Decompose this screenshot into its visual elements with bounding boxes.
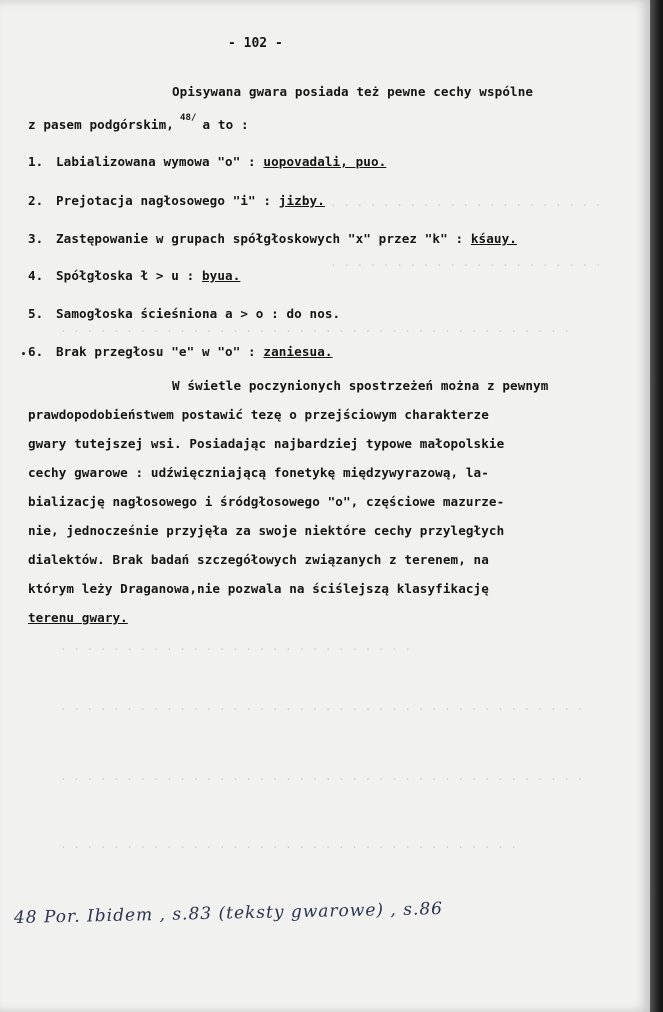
feature-example: uopovadali, puo. [263,154,387,169]
bleed-through-text: . . . . . . . . . . . . . . . . . . . . . [330,196,602,209]
feature-description: Samogłoska ścieśniona a > o : [56,306,279,321]
feature-item [28,154,386,169]
paragraph-line: prawdopodobieństwem postawić tezę o przejściowym charakterze [28,407,489,422]
feature-example: do nos. [286,306,341,321]
paragraph-line: cechy gwarowe : udźwięczniającą fonetykę międzywyrazową, la- [28,465,489,480]
paragraph-line: którym leży Draganowa,nie pozwala na ściślejszą klasyfikację [28,581,489,596]
scan-edge [650,0,663,1012]
feature-number: 2. [28,193,44,208]
feature-description: Zastępowanie w grupach spółgłoskowych "x" przez "k" : [56,231,464,246]
bleed-through-text: . . . . . . . . . . . . . . . . . . . . . . . . . . . . . . . . . . . . . . . . [60,770,584,783]
paragraph-line: dialektów. Brak badań szczegółowych związanych z terenem, na [28,552,489,567]
feature-item [28,193,325,208]
feature-number: 3. [28,231,44,246]
bleed-through-text: . . . . . . . . . . . . . . . . . . . . . . . . . . . [60,640,411,653]
feature-item [28,268,240,283]
feature-item [28,306,340,321]
intro-line-1: Opisywana gwara posiada też pewne cechy wspólne [172,84,534,99]
intro-line-2-text: z pasem podgórskim, [28,117,174,132]
feature-number: 6. [28,344,44,359]
feature-description: Prejotacja nagłosowego "i" : [56,193,272,208]
handwritten-footnote: 48 Por. Ibidem , s.83 (teksty gwarowe) , s.86 [13,899,444,928]
feature-number: 5. [28,306,44,321]
feature-example: byua. [201,268,241,283]
paragraph-line: nie, jednocześnie przyjęła za swoje niektóre cechy przyległych [28,523,505,538]
feature-number: 1. [28,154,44,169]
feature-number: 4. [28,268,44,283]
footnote-reference: 48/ [179,113,197,123]
feature-item [28,231,517,246]
intro-line-2 [28,113,249,132]
bleed-through-text: . . . . . . . . . . . . . . . . . . . . . [330,256,602,269]
paragraph-line: bializację nagłosowego i śródgłosowego "o", częściowe mazurze- [28,494,505,509]
margin-mark [22,352,25,355]
page-number: - 102 - [228,36,283,51]
paragraph-line: terenu gwary. [28,610,128,625]
bleed-through-text: . . . . . . . . . . . . . . . . . . . . . . . . . . . . . . . . . . . . . . . . [60,700,584,713]
feature-description: Brak przegłosu "e" w "o" : [56,344,256,359]
paragraph-line: W świetle poczynionych spostrzeżeń można z pewnym [172,378,549,393]
paragraph-line: gwary tutejszej wsi. Posiadając najbardziej typowe małopolskie [28,436,505,451]
feature-description: Labializowana wymowa "o" : [56,154,256,169]
intro-line-2-tail: a to : [202,117,249,132]
feature-example: zaniesua. [263,344,333,359]
feature-example: jizby. [278,193,325,208]
feature-item [28,344,333,359]
bleed-through-text: . . . . . . . . . . . . . . . . . . . . . . . . . . . . . . . . . . . [60,838,517,851]
feature-description: Spółgłoska ł > u : [56,268,195,283]
feature-example: kśauy. [470,231,517,246]
bleed-through-text: . . . . . . . . . . . . . . . . . . . . . . . . . . . . . . . . . . . . . . . [60,322,570,335]
